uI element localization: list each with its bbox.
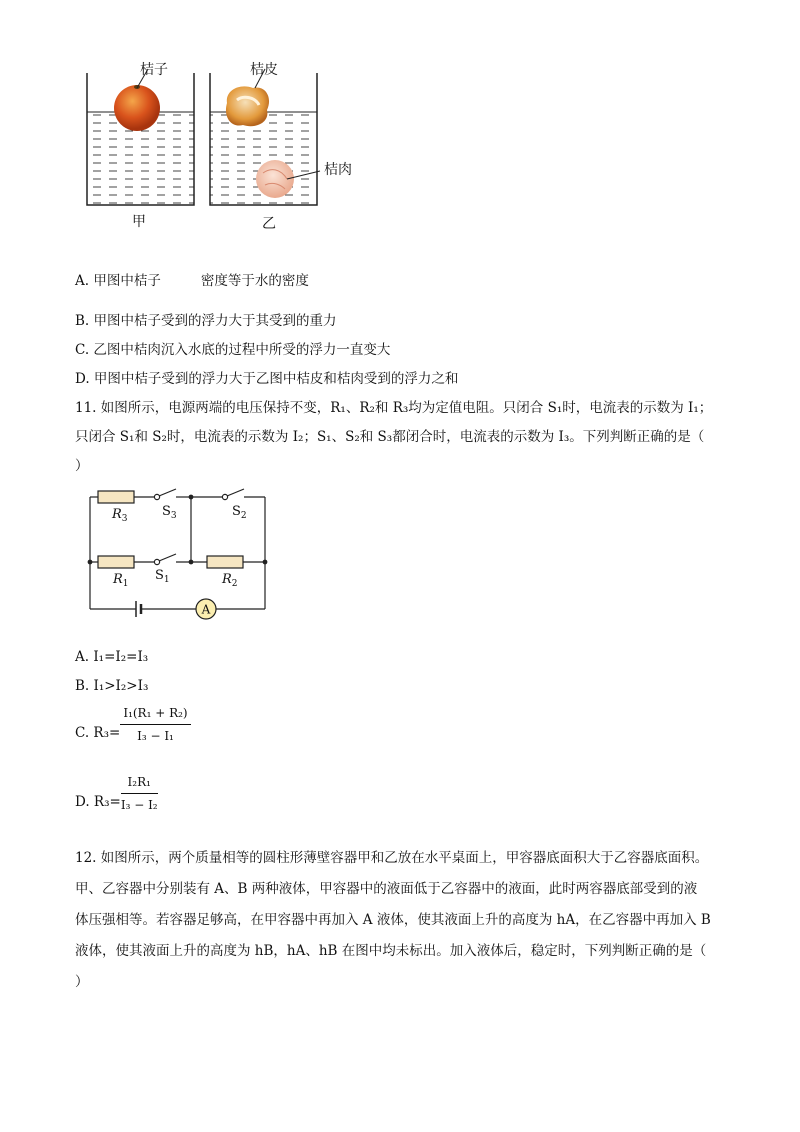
q11-option-c [75,703,191,745]
q11-option-b: B. I₁>I₂>I₃ [75,678,149,694]
q11-stem-line3: ） [75,458,89,474]
label-s1: $S_1$ [155,568,170,585]
circuit-diagram [80,485,280,620]
q12-stem-line3: 体压强相等。若容器足够高，在甲容器中再加入 A 液体，使其液面上升的高度为 hA，在乙容器中再加入 B [75,912,711,928]
junction-right [263,560,268,565]
switch-s1 [159,554,176,561]
switch-s1-pivot [154,559,159,564]
junction-middle [189,560,194,565]
q11-option-a: A. I₁=I₂=I₃ [75,649,149,665]
q10-option-c: C. 乙图中桔肉沉入水底的过程中所受的浮力一直变大 [75,342,391,358]
label-peel: 桔皮 [250,62,278,78]
q10-option-b: B. 甲图中桔子受到的浮力大于其受到的重力 [75,313,337,329]
q10-option-a [75,271,309,291]
caption-left: 甲 [132,214,146,230]
q12-stem-line5: ） [75,974,89,990]
label-s2: $S_2$ [232,504,247,521]
label-r1: $R_1$ [113,572,129,589]
junction-top [189,495,194,500]
junction-left [88,560,93,565]
container-left [87,69,194,205]
q12-stem-line4: 液体，使其液面上升的高度为 hB，hA、hB 在图中均未标出。加入液体后，稳定时，下列判断正确的是（ [75,943,707,959]
label-flesh: 桔肉 [324,162,352,178]
switch-s2-pivot [222,494,227,499]
switch-s2 [227,489,244,496]
label-r3: $R_3$ [112,507,128,524]
q10-option-d: D. 甲图中桔子受到的浮力大于乙图中桔皮和桔肉受到的浮力之和 [75,371,459,387]
q10-option-a-right: 密度等于水的密度 [200,273,309,289]
resistor-r3 [98,491,134,503]
orange-peel [226,86,269,126]
resistor-r1 [98,556,134,568]
q11-option-d-numerator: I₂R₁ [121,772,158,794]
q11-option-d-prefix: D. R₃= [75,794,121,810]
orange-whole [114,85,160,131]
switch-s3 [159,489,176,496]
q11-option-d-denominator: I₃ − I₂ [120,797,158,812]
q11-option-c-numerator: I₁(R₁ + R₂) [120,703,190,725]
q11-option-c-fraction [120,703,190,746]
label-s3: $S_3$ [162,504,177,521]
q11-stem-line2: 只闭合 S₁和 S₂时，电流表的示数为 I₂；S₁、S₂和 S₃都闭合时，电流表的示数为 I₃。下列判断正确的是（ [75,429,705,445]
q11-option-c-denominator: I₃ − I₁ [137,728,174,743]
q11-option-d-fraction [121,772,158,815]
label-orange: 桔子 [140,62,168,78]
q11-stem-line1: 11. 如图所示，电源两端的电压保持不变，R₁、R₂和 R₃均为定值电阻。只闭合 S₁时，电流表的示数为 I₁； [75,400,713,416]
switch-s3-pivot [154,494,159,499]
q12-stem-line2: 甲、乙容器中分别装有 A、B 两种液体，甲容器中的液面低于乙容器中的液面，此时两容器底部受到的液 [75,881,698,897]
q10-option-a-left: A. 甲图中桔子 [75,273,161,289]
container-right [210,69,320,205]
q11-option-c-prefix: C. R₃= [75,725,121,741]
caption-right: 乙 [262,216,276,232]
orange-figure [75,55,375,240]
label-r2: $R_2$ [222,572,238,589]
resistor-r2 [207,556,243,568]
label-ammeter: A [201,602,211,617]
q11-option-d [75,772,158,814]
q12-stem-line1: 12. 如图所示，两个质量相等的圆柱形薄壁容器甲和乙放在水平桌面上，甲容器底面积大于乙容器底面积。 [75,850,709,866]
